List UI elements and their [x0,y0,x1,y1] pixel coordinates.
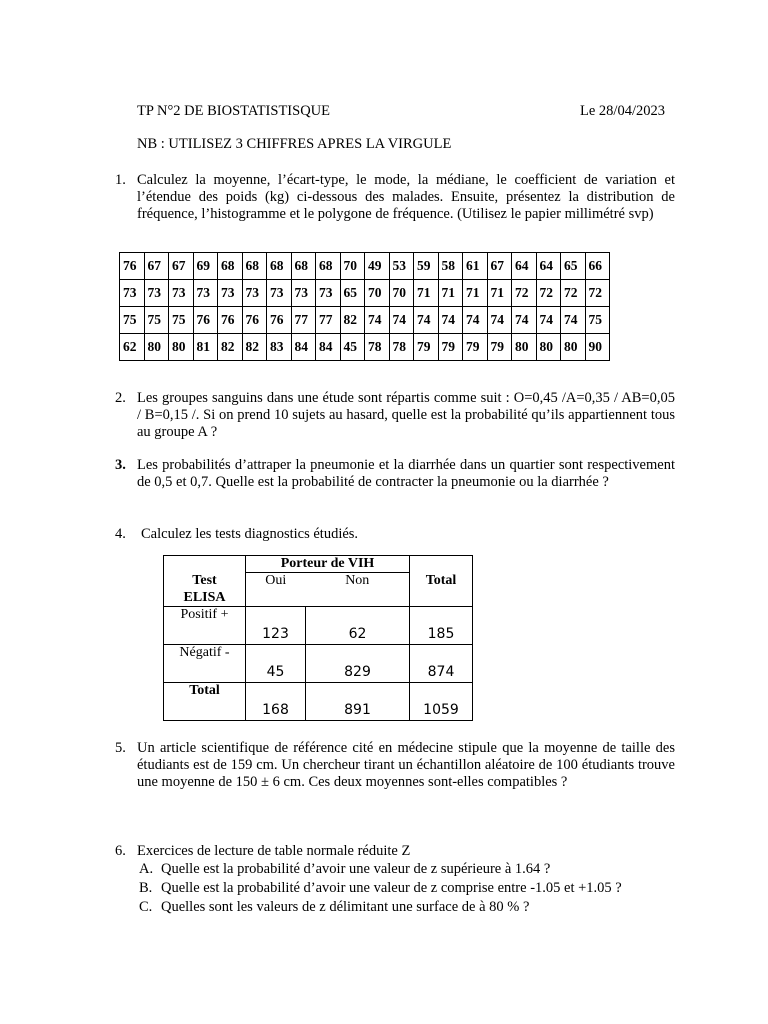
diag-row-label: Négatif - [164,645,246,683]
q5-number: 5. [115,740,126,756]
q3-text: Les probabilités d’attraper la pneumonie et la diarrhée dans un quartier sont respectivement de 0,5 et 0,7. Quelle est la probabilité de contracter la pneumonie ou la diarrhée ? [137,457,675,490]
table-cell: 76 [267,307,292,334]
table-cell: 67 [169,253,194,280]
table-cell: 74 [463,307,488,334]
table-cell: 70 [340,253,365,280]
diag-cell-total: 874 [410,645,473,683]
diag-row-label: Positif + [164,607,246,645]
table-cell: 79 [463,334,488,361]
table-cell: 71 [414,280,439,307]
diag-cell-no: 829 [306,645,410,683]
table-cell: 75 [169,307,194,334]
table-cell: 74 [438,307,463,334]
table-cell: 73 [267,280,292,307]
table-cell: 65 [340,280,365,307]
table-cell: 75 [585,307,610,334]
table-cell: 74 [414,307,439,334]
note-line: NB : UTILISEZ 3 CHIFFRES APRES LA VIRGULE [137,136,452,152]
col-non-header: Non [306,573,410,607]
table-cell: 64 [536,253,561,280]
q3-number: 3. [115,457,126,473]
table-row [120,280,610,307]
document-title: TP N°2 DE BIOSTATISTISQUE [137,103,331,119]
table-cell: 45 [340,334,365,361]
q6-item-c: C. Quelles sont les valeurs de z délimitant une surface de à 80 % ? [139,899,530,915]
q5-text: Un article scientifique de référence cité en médecine stipule que la moyenne de taille des étudiants est de 159 cm. Un chercheur tirant un échantillon aléatoire de 100 étudiants trouve une moyenne de 150 ± 6 cm. Ces deux moyennes sont-elles compatibles ? [137,740,675,790]
total-header: Total [410,556,473,607]
table-cell: 71 [463,280,488,307]
table-cell: 76 [193,307,218,334]
table-cell: 73 [144,280,169,307]
diag-cell-total: 185 [410,607,473,645]
table-cell: 75 [120,307,145,334]
table-cell: 68 [218,253,243,280]
q4-text: Calculez les tests diagnostics étudiés. [141,526,359,542]
table-cell: 80 [561,334,586,361]
table-cell: 74 [389,307,414,334]
table-cell: 76 [242,307,267,334]
table-cell: 80 [512,334,537,361]
table-cell: 79 [414,334,439,361]
table-cell: 71 [438,280,463,307]
q6-item-a: A. Quelle est la probabilité d’avoir une valeur de z supérieure à 1.64 ? [139,861,551,877]
diag-cell-yes: 168 [246,683,306,721]
table-cell: 70 [389,280,414,307]
table-cell: 80 [169,334,194,361]
table-cell: 75 [144,307,169,334]
weights-data-table [119,252,610,361]
table-cell: 66 [585,253,610,280]
q6-text: Exercices de lecture de table normale réduite Z [137,843,411,859]
diag-cell-total: 1059 [410,683,473,721]
table-cell: 67 [487,253,512,280]
table-cell: 84 [316,334,341,361]
table-cell: 69 [193,253,218,280]
table-cell: 68 [242,253,267,280]
table-cell: 77 [291,307,316,334]
table-cell: 81 [193,334,218,361]
table-row [120,307,610,334]
table-row [120,253,610,280]
table-cell: 74 [487,307,512,334]
table-cell: 82 [340,307,365,334]
q1-text: Calculez la moyenne, l’écart-type, le mode, la médiane, le coefficient de variation et l’étendue des poids (kg) ci-dessous des malades. Ensuite, présentez la distribution de fréquence, l’histogramme et le polygone de fréquence. (Utilisez le papier millimétré svp) [137,172,675,222]
table-cell: 90 [585,334,610,361]
table-cell: 82 [218,334,243,361]
diag-row-label: Total [164,683,246,721]
table-cell: 71 [487,280,512,307]
table-cell: 72 [561,280,586,307]
table-cell: 61 [463,253,488,280]
table-cell: 68 [267,253,292,280]
table-cell: 73 [242,280,267,307]
table-cell: 72 [585,280,610,307]
table-cell: 82 [242,334,267,361]
table-cell: 76 [218,307,243,334]
diag-row [164,683,473,721]
table-cell: 74 [365,307,390,334]
table-cell: 62 [120,334,145,361]
diag-cell-yes: 45 [246,645,306,683]
table-cell: 73 [291,280,316,307]
document-date: Le 28/04/2023 [580,103,665,119]
diag-row [164,645,473,683]
table-cell: 65 [561,253,586,280]
table-cell: 74 [561,307,586,334]
q6-number: 6. [115,843,126,859]
q4-number: 4. [115,526,126,542]
table-cell: 64 [512,253,537,280]
diagnostic-table [163,555,473,721]
table-cell: 68 [291,253,316,280]
q6-item-b: B. Quelle est la probabilité d’avoir une valeur de z comprise entre -1.05 et +1.05 ? [139,880,622,896]
table-cell: 79 [487,334,512,361]
table-cell: 79 [438,334,463,361]
table-cell: 77 [316,307,341,334]
col-oui-header: Oui [246,573,306,607]
table-cell: 70 [365,280,390,307]
q2-text: Les groupes sanguins dans une étude sont répartis comme suit : O=0,45 /A=0,35 / AB=0,05 / B=0,15 /. Si on prend 10 sujets au hasard, quelle est la probabilité qu’ils appartiennent tous au groupe A ? [137,390,675,440]
table-row [120,334,610,361]
diag-cell-no: 62 [306,607,410,645]
table-cell: 74 [536,307,561,334]
table-cell: 72 [536,280,561,307]
table-cell: 83 [267,334,292,361]
q1-number: 1. [115,172,126,188]
table-cell: 68 [316,253,341,280]
table-cell: 73 [316,280,341,307]
diag-cell-no: 891 [306,683,410,721]
table-cell: 76 [120,253,145,280]
q2-number: 2. [115,390,126,406]
table-cell: 73 [169,280,194,307]
diag-row [164,607,473,645]
table-cell: 49 [365,253,390,280]
table-cell: 53 [389,253,414,280]
group-header: Porteur de VIH [246,556,410,573]
table-cell: 72 [512,280,537,307]
table-cell: 73 [193,280,218,307]
table-cell: 58 [438,253,463,280]
test-elisa-header: Test ELISA [164,556,246,607]
table-cell: 67 [144,253,169,280]
table-cell: 84 [291,334,316,361]
table-cell: 73 [218,280,243,307]
table-cell: 78 [389,334,414,361]
table-cell: 80 [144,334,169,361]
table-cell: 74 [512,307,537,334]
diag-cell-yes: 123 [246,607,306,645]
table-cell: 59 [414,253,439,280]
table-cell: 73 [120,280,145,307]
table-cell: 80 [536,334,561,361]
table-cell: 78 [365,334,390,361]
